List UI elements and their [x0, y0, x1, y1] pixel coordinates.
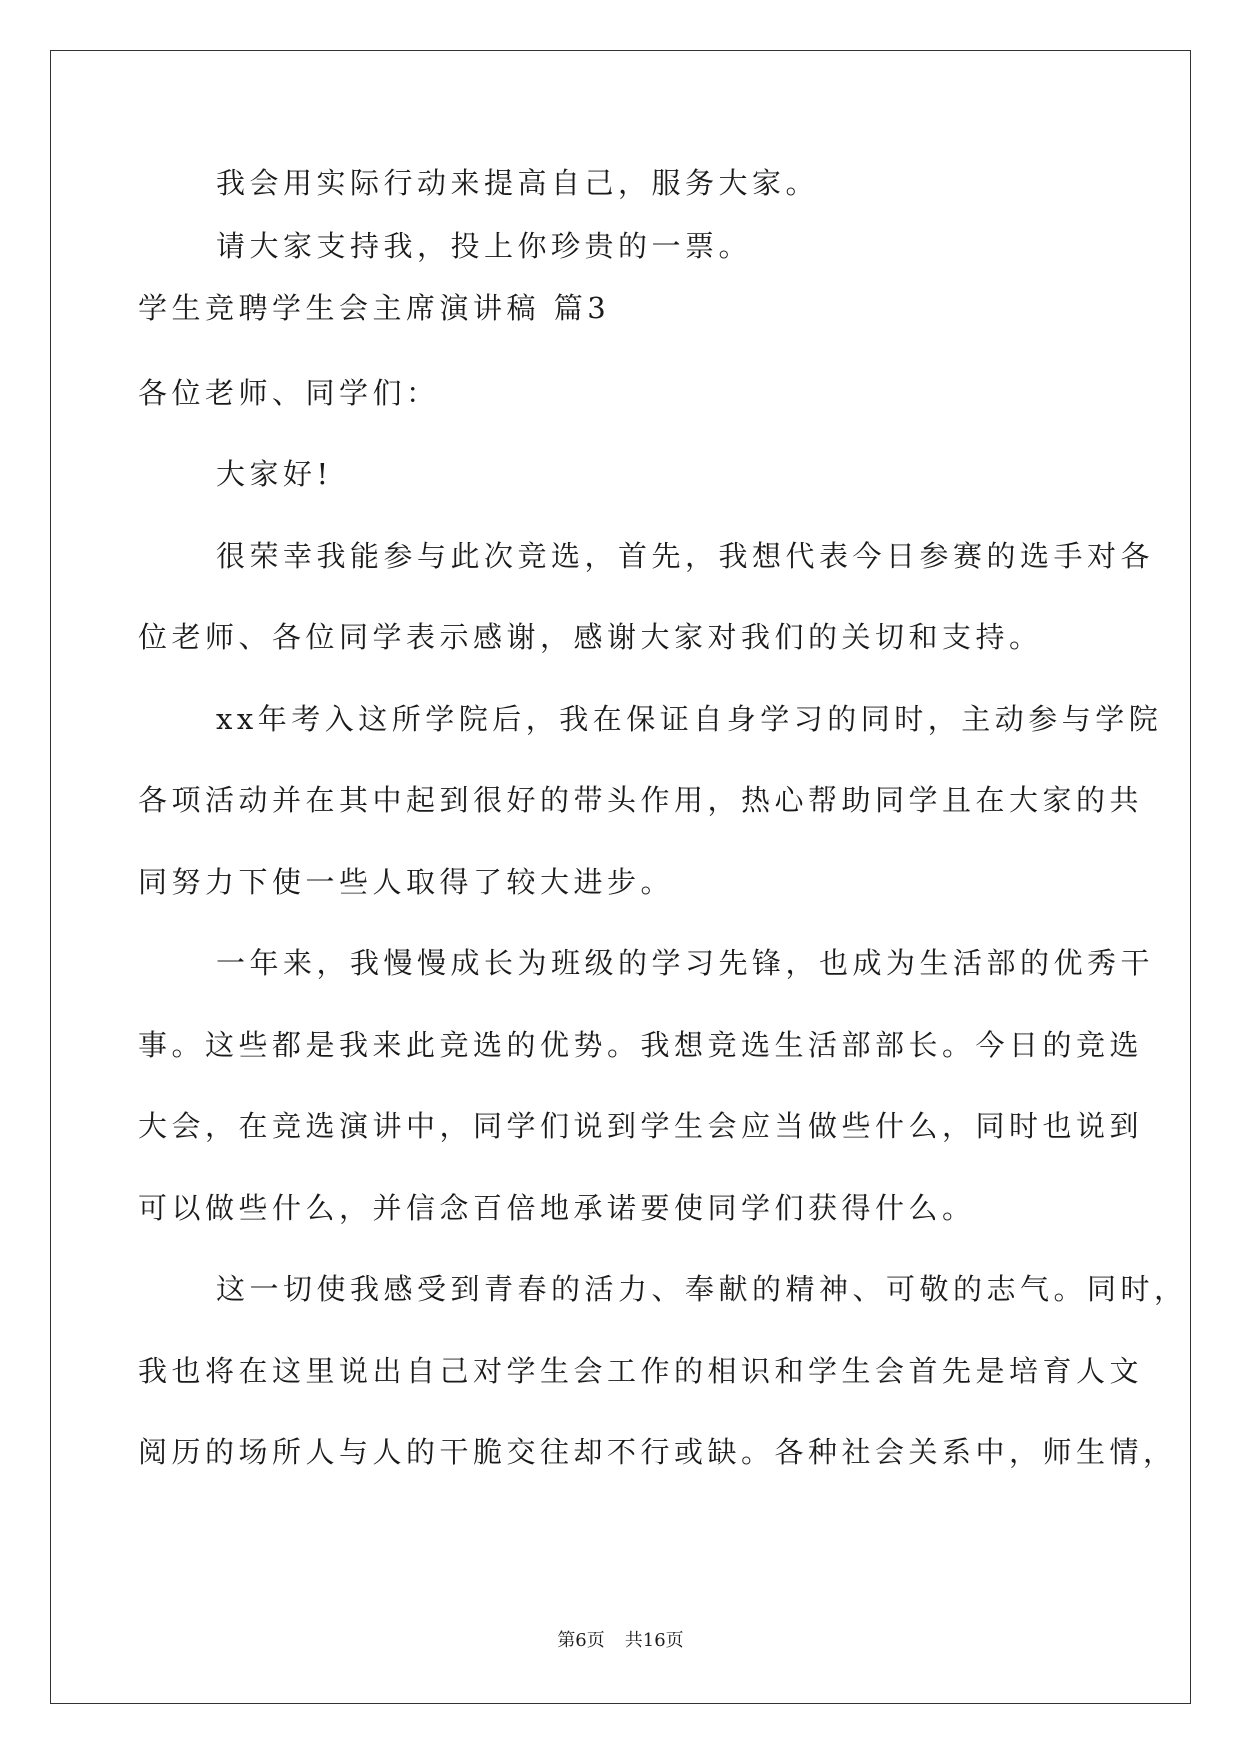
page-footer: [0, 1626, 1241, 1652]
paragraph-line: 请大家支持我，投上你珍贵的一票。: [216, 229, 753, 263]
paragraph-line: 很荣幸我能参与此次竞选，首先，我想代表今日参赛的选手对各: [216, 539, 1155, 573]
paragraph-line: 同努力下使一些人取得了较大进步。: [138, 865, 675, 899]
section-heading: 学生竞聘学生会主席演讲稿 篇3: [138, 291, 611, 325]
paragraph-line: 位老师、各位同学表示感谢，感谢大家对我们的关切和支持。: [138, 620, 1043, 654]
paragraph-line: 这一切使我感受到青春的活力、奉献的精神、可敬的志气。同时，: [216, 1272, 1188, 1306]
paragraph-line: 大会，在竞选演讲中，同学们说到学生会应当做些什么，同时也说到: [138, 1109, 1144, 1143]
paragraph-line: xx年考入这所学院后，我在保证自身学习的同时，主动参与学院: [216, 702, 1163, 736]
salutation: 各位老师、同学们：: [138, 376, 440, 410]
paragraph-line: 可以做些什么，并信念百倍地承诺要使同学们获得什么。: [138, 1191, 976, 1225]
paragraph-line: 我会用实际行动来提高自己，服务大家。: [216, 166, 820, 200]
page-number: 第6页: [557, 1630, 605, 1651]
paragraph-line: 阅历的场所人与人的干脆交往却不行或缺。各种社会关系中，师生情，: [138, 1435, 1177, 1469]
paragraph-line: 一年来，我慢慢成长为班级的学习先锋，也成为生活部的优秀干: [216, 946, 1155, 980]
paragraph-line: 事。这些都是我来此竞选的优势。我想竞选生活部部长。今日的竞选: [138, 1028, 1144, 1062]
paragraph-line: 各项活动并在其中起到很好的带头作用，热心帮助同学且在大家的共: [138, 783, 1144, 817]
page-total: 共16页: [624, 1630, 684, 1651]
paragraph-line: 我也将在这里说出自己对学生会工作的相识和学生会首先是培育人文: [138, 1354, 1144, 1388]
greeting: 大家好!: [216, 457, 333, 491]
